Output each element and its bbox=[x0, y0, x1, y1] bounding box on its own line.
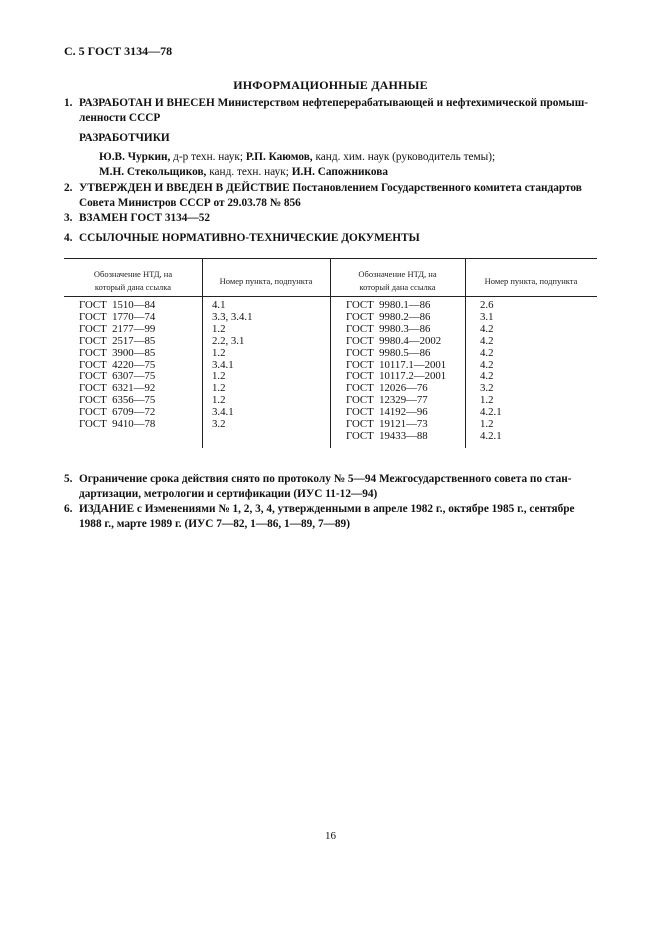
table-cell-item: 1.2 bbox=[212, 370, 226, 383]
section-1-lead: РАЗРАБОТАН И ВНЕСЕН bbox=[79, 97, 215, 109]
section-1-line1: Министерством нефтеперерабатывающей и нефтехимической промыш- bbox=[217, 97, 589, 109]
developer-name: Р.П. Каюмов, bbox=[245, 151, 313, 163]
table-cell-designation: ГОСТ 1770—74 bbox=[79, 310, 156, 323]
section-5-line1: Ограничение срока действия снято по протоколу № 5—94 Межгосударственного совета по стан- bbox=[79, 473, 572, 485]
header-line: Обозначение НТД, на bbox=[93, 269, 173, 279]
section-4-text: ССЫЛОЧНЫЕ НОРМАТИВНО-ТЕХНИЧЕСКИЕ ДОКУМЕНТЫ bbox=[79, 232, 420, 244]
header-line: который дана ссылка bbox=[94, 282, 172, 292]
page-header: С. 5 ГОСТ 3134—78 bbox=[64, 44, 173, 58]
header-line: Обозначение НТД, на bbox=[358, 269, 437, 279]
section-2-lead: УТВЕРЖДЕН И ВВЕДЕН В ДЕЙСТВИЕ bbox=[79, 182, 290, 194]
section-4-number: 4. bbox=[64, 232, 73, 244]
table-cell-designation: ГОСТ 9980.2—86 bbox=[346, 310, 431, 323]
section-1-number: 1. bbox=[64, 97, 73, 109]
table-cell-item: 4.2.1 bbox=[480, 429, 502, 442]
table-cell-designation: ГОСТ 9980.4—2002 bbox=[346, 334, 442, 347]
table-cell-designation: ГОСТ 3900—85 bbox=[79, 346, 156, 359]
table-cell-item: 1.2 bbox=[212, 394, 226, 407]
table-cell-designation: ГОСТ 2177—99 bbox=[79, 322, 156, 335]
section-5-number: 5. bbox=[64, 473, 73, 485]
page-number: 16 bbox=[325, 830, 336, 842]
developer-degree: канд. техн. наук; bbox=[206, 166, 292, 178]
section-3-number: 3. bbox=[64, 212, 73, 224]
table-cell-item: 3.1 bbox=[480, 310, 494, 323]
table-cell-item: 4.2 bbox=[480, 370, 494, 383]
table-cell-designation: ГОСТ 10117.1—2001 bbox=[346, 358, 447, 371]
table-cell-item: 3.4.1 bbox=[212, 406, 234, 419]
table-cell-item: 3.2 bbox=[212, 418, 226, 431]
table-cell-item: 4.1 bbox=[212, 299, 226, 311]
table-cell-item: 2.6 bbox=[480, 299, 494, 311]
header-line: который дана ссылка bbox=[359, 282, 436, 292]
table-header-item: Номер пункта, подпункта bbox=[219, 276, 313, 286]
table-cell-item: 1.2 bbox=[212, 346, 226, 359]
section-1-line2: ленности СССР bbox=[79, 112, 161, 124]
developer-degree: д-р техн. наук; bbox=[170, 151, 246, 163]
left-docs-column bbox=[79, 300, 155, 431]
table-header-item: Номер пункта, подпункта bbox=[484, 276, 578, 286]
table-cell-designation: ГОСТ 9980.1—86 bbox=[346, 299, 431, 311]
table-cell-item: 4.2.1 bbox=[480, 406, 502, 419]
section-3 bbox=[64, 211, 210, 226]
right-docs-column bbox=[346, 300, 446, 443]
table-cell-designation: ГОСТ 9980.5—86 bbox=[346, 346, 431, 359]
table-cell-designation: ГОСТ 1510—84 bbox=[79, 299, 156, 311]
section-3-text: ВЗАМЕН ГОСТ 3134—52 bbox=[79, 212, 211, 224]
table-cell-item: 4.2 bbox=[480, 322, 494, 335]
table-cell-item: 1.2 bbox=[480, 394, 494, 407]
section-5 bbox=[64, 472, 609, 502]
section-6 bbox=[64, 502, 609, 532]
table-cell-item: 3.4.1 bbox=[212, 358, 234, 371]
section-1 bbox=[64, 96, 604, 126]
table-cell-item: 4.2 bbox=[480, 346, 494, 359]
table-header-designation bbox=[330, 268, 465, 294]
table-cell-item: 3.2 bbox=[480, 382, 494, 395]
table-cell-designation: ГОСТ 19433—88 bbox=[346, 429, 428, 442]
table-cell-item: 1.2 bbox=[212, 322, 226, 335]
section-2-line2: Совета Министров СССР от 29.03.78 № 856 bbox=[79, 197, 301, 209]
table-cell-designation: ГОСТ 6356—75 bbox=[79, 394, 156, 407]
developer-name: Ю.В. Чуркин, bbox=[99, 151, 171, 163]
table-cell-designation: ГОСТ 9410—78 bbox=[79, 418, 156, 431]
table-cell-designation: ГОСТ 19121—73 bbox=[346, 418, 428, 431]
section-6-number: 6. bbox=[64, 503, 73, 515]
table-cell-designation: ГОСТ 6307—75 bbox=[79, 370, 156, 383]
section-5-line2: дартизации, метрологии и сертификации (ИУС 11-12—94) bbox=[79, 488, 378, 500]
section-6-line2: 1988 г., марте 1989 г. (ИУС 7—82, 1—86, 1—89, 7—89) bbox=[79, 518, 350, 530]
table-cell-designation: ГОСТ 10117.2—2001 bbox=[346, 370, 447, 383]
developer-name: М.Н. Стекольщиков, bbox=[99, 166, 207, 178]
table-header-designation bbox=[64, 268, 202, 294]
section-6-line1: ИЗДАНИЕ с Изменениями № 1, 2, 3, 4, утвержденными в апреле 1982 г., октябре 1985 г., сентябре bbox=[79, 503, 575, 515]
table-cell-item: 1.2 bbox=[212, 382, 226, 395]
table-cell-designation: ГОСТ 6321—92 bbox=[79, 382, 156, 395]
section-title: ИНФОРМАЦИОННЫЕ ДАННЫЕ bbox=[233, 78, 428, 92]
developers-list bbox=[99, 150, 599, 180]
table-cell-designation: ГОСТ 12329—77 bbox=[346, 394, 428, 407]
section-2 bbox=[64, 181, 609, 211]
table-cell-designation: ГОСТ 14192—96 bbox=[346, 406, 428, 419]
section-4 bbox=[64, 231, 420, 246]
table-cell-designation: ГОСТ 9980.3—86 bbox=[346, 322, 431, 335]
left-items-column bbox=[212, 300, 253, 431]
table-cell-item: 1.2 bbox=[480, 418, 494, 431]
developer-degree: канд. хим. наук (руководитель темы); bbox=[312, 151, 496, 163]
table-cell-item: 4.2 bbox=[480, 358, 494, 371]
developer-name: И.Н. Сапожникова bbox=[291, 166, 388, 178]
table-cell-designation: ГОСТ 12026—76 bbox=[346, 382, 428, 395]
table-cell-designation: ГОСТ 6709—72 bbox=[79, 406, 156, 419]
section-2-number: 2. bbox=[64, 182, 73, 194]
developers-heading: РАЗРАБОТЧИКИ bbox=[79, 132, 170, 144]
table-cell-item: 2.2, 3.1 bbox=[212, 334, 245, 347]
section-2-line1: Постановлением Государственного комитета стандартов bbox=[289, 182, 582, 194]
table-cell-item: 3.3, 3.4.1 bbox=[212, 310, 253, 323]
table-cell-item: 4.2 bbox=[480, 334, 494, 347]
right-items-column bbox=[480, 300, 502, 443]
table-cell-designation: ГОСТ 2517—85 bbox=[79, 334, 156, 347]
table-cell-designation: ГОСТ 4220—75 bbox=[79, 358, 156, 371]
